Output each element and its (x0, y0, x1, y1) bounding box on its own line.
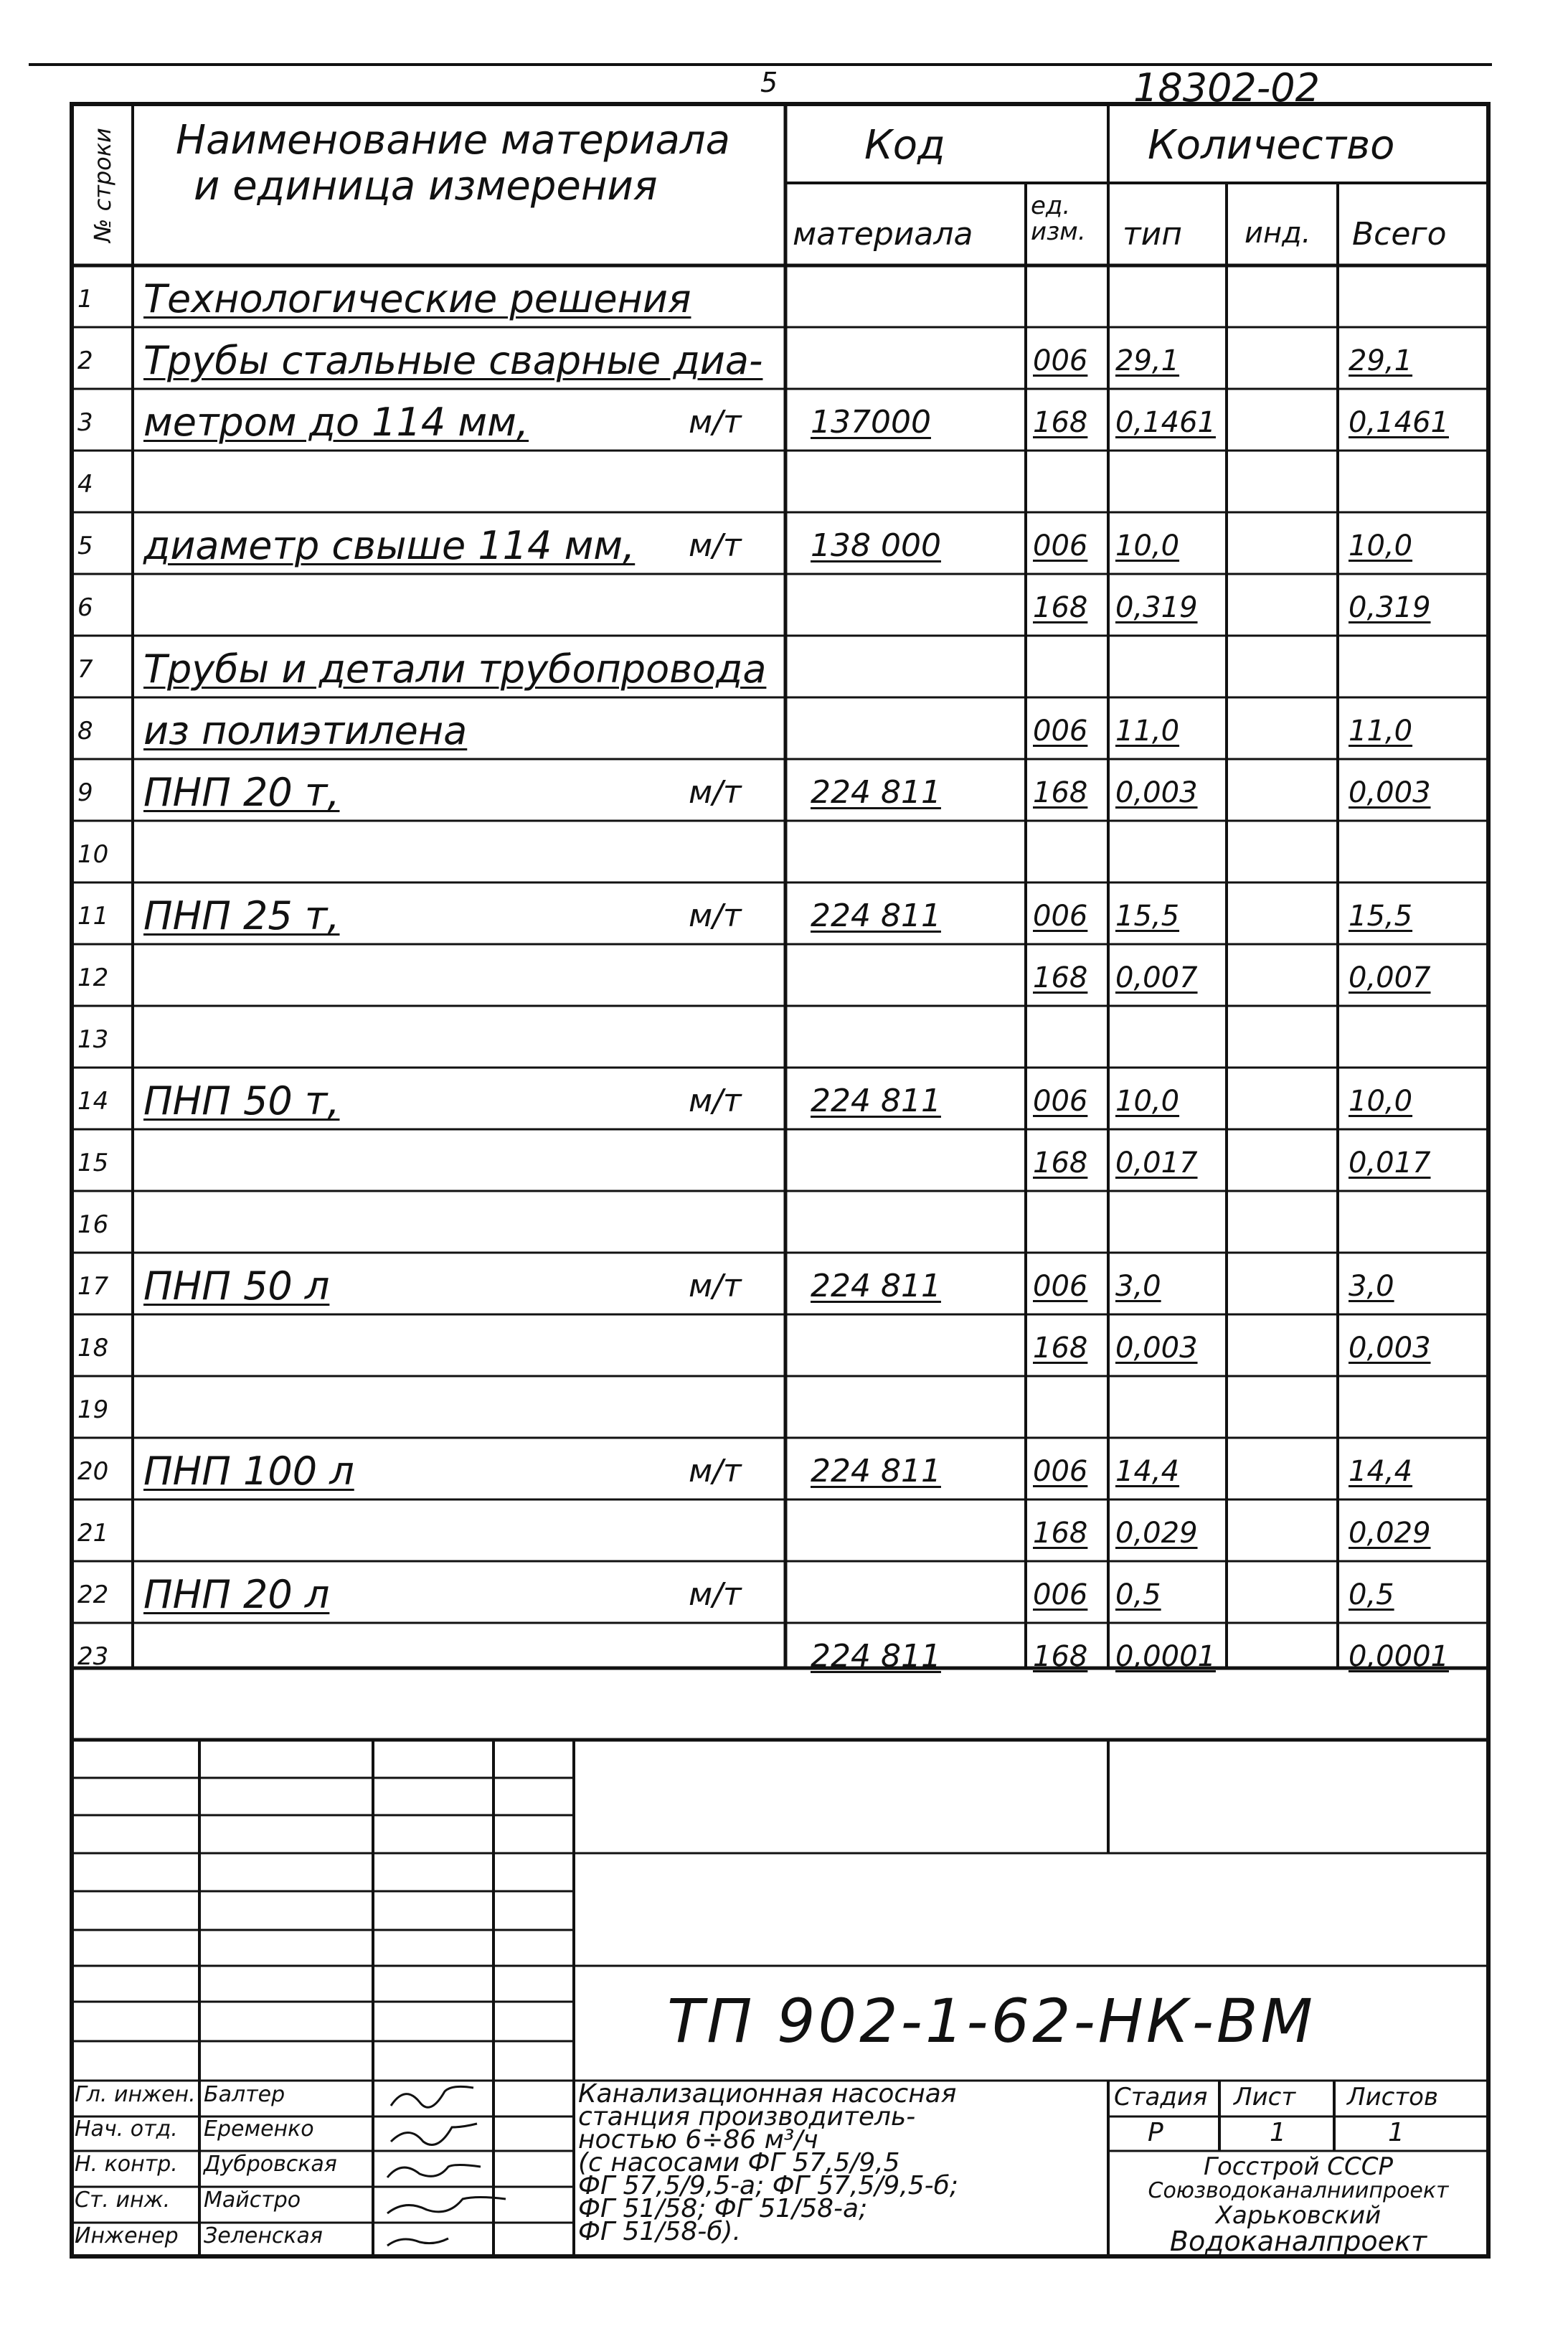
material-name: ПНП 50 л (143, 1263, 330, 1309)
stamp-title-line: станция производитель- (578, 2102, 916, 2132)
row-number: 4 (77, 470, 93, 499)
row-number: 18 (77, 1334, 109, 1362)
material-name: ПНП 50 т, (143, 1078, 340, 1124)
stamp-title-line: ФГ 51/58-б). (578, 2217, 741, 2246)
material-code: 224 811 (811, 1453, 941, 1489)
signatory-name: Еременко (204, 2116, 314, 2142)
column-header-row-no: № строки (89, 128, 116, 242)
row-number: 12 (77, 964, 109, 992)
quantity-total: 0,007 (1349, 961, 1431, 994)
quantity-type: 10,0 (1115, 1085, 1180, 1118)
unit-code: 168 (1033, 406, 1088, 439)
quantity-type: 14,4 (1115, 1455, 1180, 1488)
material-name: ПНП 25 т, (143, 893, 340, 938)
signatory-role: Инженер (75, 2223, 179, 2248)
signatory-name: Балтер (204, 2082, 285, 2107)
quantity-total: 14,4 (1349, 1455, 1413, 1488)
quantity-total: 0,319 (1349, 591, 1431, 624)
unit-code: 006 (1033, 1085, 1088, 1118)
row-number: 21 (77, 1519, 109, 1548)
column-header-name-line1: Наименование материала (176, 117, 730, 164)
row-number: 20 (77, 1457, 109, 1486)
material-name: ПНП 20 л (143, 1572, 330, 1617)
quantity-total: 10,0 (1349, 529, 1413, 562)
quantity-type: 10,0 (1115, 529, 1180, 562)
signatory-role: Гл. инжен. (75, 2082, 196, 2107)
project-code: ТП 902-1-62-НК-ВМ (667, 1986, 1316, 2056)
unit-code: 168 (1033, 776, 1088, 809)
material-code: 224 811 (811, 898, 941, 934)
unit-code: 006 (1033, 344, 1088, 377)
material-code: 138 000 (811, 527, 941, 564)
quantity-type: 0,1461 (1115, 406, 1216, 439)
row-number: 14 (77, 1087, 109, 1116)
quantity-total: 10,0 (1349, 1085, 1413, 1118)
quantity-type: 0,0001 (1115, 1640, 1216, 1673)
unit-code: 006 (1033, 1270, 1088, 1303)
material-code: 137000 (811, 404, 931, 441)
unit-code: 006 (1033, 715, 1088, 748)
row-number: 1 (77, 285, 93, 314)
stamp-title-line: Канализационная насосная (578, 2079, 957, 2109)
doc-code: 18302-02 (1133, 65, 1320, 110)
row-number: 13 (77, 1025, 109, 1054)
column-header-quantity: Количество (1148, 122, 1395, 169)
sheet-label: Лист (1234, 2083, 1296, 2111)
column-header-code: Код (864, 122, 945, 169)
sheet-value: 1 (1270, 2118, 1286, 2147)
material-code: 224 811 (811, 774, 941, 811)
quantity-total: 0,5 (1349, 1578, 1394, 1611)
sheets-value: 1 (1388, 2118, 1404, 2147)
quantity-total: 0,0001 (1349, 1640, 1449, 1673)
quantity-total: 15,5 (1349, 900, 1413, 933)
signatory-role: Нач. отд. (75, 2116, 178, 2142)
stamp-title-line: ФГ 57,5/9,5-а; ФГ 57,5/9,5-б; (578, 2171, 958, 2200)
unit-code: 006 (1033, 529, 1088, 562)
quantity-type: 0,017 (1115, 1146, 1198, 1179)
row-number: 9 (77, 778, 93, 807)
column-header-type: тип (1123, 216, 1182, 253)
signatory-name: Зеленская (204, 2223, 323, 2248)
stamp-title-line: ностью 6÷86 м³/ч (578, 2125, 818, 2155)
unit-code: 006 (1033, 1455, 1088, 1488)
row-number: 10 (77, 840, 109, 869)
unit-label: м/т (689, 1083, 742, 1119)
column-header-ind: инд. (1245, 217, 1311, 250)
unit-label: м/т (689, 404, 742, 441)
org-line: Госстрой СССР (1204, 2152, 1393, 2181)
material-name: Технологические решения (143, 276, 691, 321)
material-name: Трубы и детали трубопровода (143, 646, 767, 692)
quantity-type: 11,0 (1115, 715, 1180, 748)
row-number: 7 (77, 655, 93, 684)
column-header-name-line2: и единица измерения (194, 163, 658, 209)
org-line: Водоканалпроект (1169, 2226, 1427, 2257)
material-name: ПНП 20 т, (143, 770, 340, 815)
stamp-title (578, 2079, 1105, 2246)
quantity-type: 0,5 (1115, 1578, 1161, 1611)
unit-code: 168 (1033, 961, 1088, 994)
quantity-total: 0,017 (1349, 1146, 1431, 1179)
row-number: 19 (77, 1395, 109, 1424)
material-name: ПНП 100 л (143, 1449, 354, 1494)
quantity-total: 11,0 (1349, 715, 1413, 748)
signatory-role: Ст. инж. (75, 2188, 171, 2213)
unit-label: м/т (689, 1576, 742, 1613)
page-number: 5 (760, 67, 778, 98)
signatory-name: Майстро (204, 2188, 301, 2213)
stamp-title-line: (с насосами ФГ 57,5/9,5 (578, 2148, 900, 2177)
quantity-type: 15,5 (1115, 900, 1180, 933)
stage-value: Р (1148, 2118, 1163, 2147)
material-code: 224 811 (811, 1268, 941, 1304)
unit-code: 168 (1033, 1332, 1088, 1365)
quantity-type: 0,003 (1115, 1332, 1198, 1365)
quantity-type: 0,029 (1115, 1517, 1198, 1550)
unit-code: 168 (1033, 1640, 1088, 1673)
unit-label: м/т (689, 1453, 742, 1489)
org-line: Союзводоканалниипроект (1148, 2178, 1449, 2203)
column-header-material: материала (793, 216, 973, 253)
unit-label: м/т (689, 1268, 742, 1304)
quantity-type: 0,003 (1115, 776, 1198, 809)
column-header-total: Всего (1352, 216, 1447, 253)
material-code: 224 811 (811, 1638, 941, 1675)
unit-label: м/т (689, 774, 742, 811)
quantity-total: 0,003 (1349, 776, 1431, 809)
unit-code: 168 (1033, 591, 1088, 624)
stage-label: Стадия (1114, 2083, 1208, 2111)
row-number: 15 (77, 1149, 109, 1177)
unit-code: 006 (1033, 900, 1088, 933)
unit-label: м/т (689, 527, 742, 564)
unit-code: 168 (1033, 1517, 1088, 1550)
organization (1112, 2152, 1485, 2257)
material-name: Трубы стальные сварные диа- (143, 338, 763, 383)
material-name: метром до 114 мм, (143, 400, 529, 445)
org-line: Харьковский (1215, 2201, 1382, 2230)
quantity-total: 0,029 (1349, 1517, 1431, 1550)
material-name: из полиэтилена (143, 708, 468, 753)
unit-code: 168 (1033, 1146, 1088, 1179)
quantity-type: 3,0 (1115, 1270, 1161, 1303)
row-number: 11 (77, 902, 109, 931)
quantity-total: 0,003 (1349, 1332, 1431, 1365)
row-number: 16 (77, 1210, 109, 1239)
sheets-label: Листов (1347, 2083, 1439, 2111)
stamp-title-line: ФГ 51/58; ФГ 51/58-а; (578, 2194, 868, 2223)
row-number: 22 (77, 1581, 109, 1609)
quantity-total: 29,1 (1349, 344, 1413, 377)
signatory-name: Дубровская (204, 2152, 337, 2177)
quantity-type: 0,007 (1115, 961, 1198, 994)
quantity-total: 0,1461 (1349, 406, 1449, 439)
row-number: 23 (77, 1642, 109, 1671)
row-number: 3 (77, 408, 93, 437)
quantity-total: 3,0 (1349, 1270, 1394, 1303)
material-code: 224 811 (811, 1083, 941, 1119)
quantity-type: 29,1 (1115, 344, 1180, 377)
row-number: 8 (77, 717, 93, 745)
unit-code: 006 (1033, 1578, 1088, 1611)
unit-label: м/т (689, 898, 742, 934)
row-number: 17 (77, 1272, 109, 1301)
row-number: 6 (77, 593, 93, 622)
quantity-type: 0,319 (1115, 591, 1198, 624)
row-number: 5 (77, 532, 93, 560)
column-header-unit: ед. изм. (1031, 192, 1086, 246)
row-number: 2 (77, 347, 93, 375)
material-name: диаметр свыше 114 мм, (143, 523, 636, 568)
signatory-role: Н. контр. (75, 2152, 178, 2177)
